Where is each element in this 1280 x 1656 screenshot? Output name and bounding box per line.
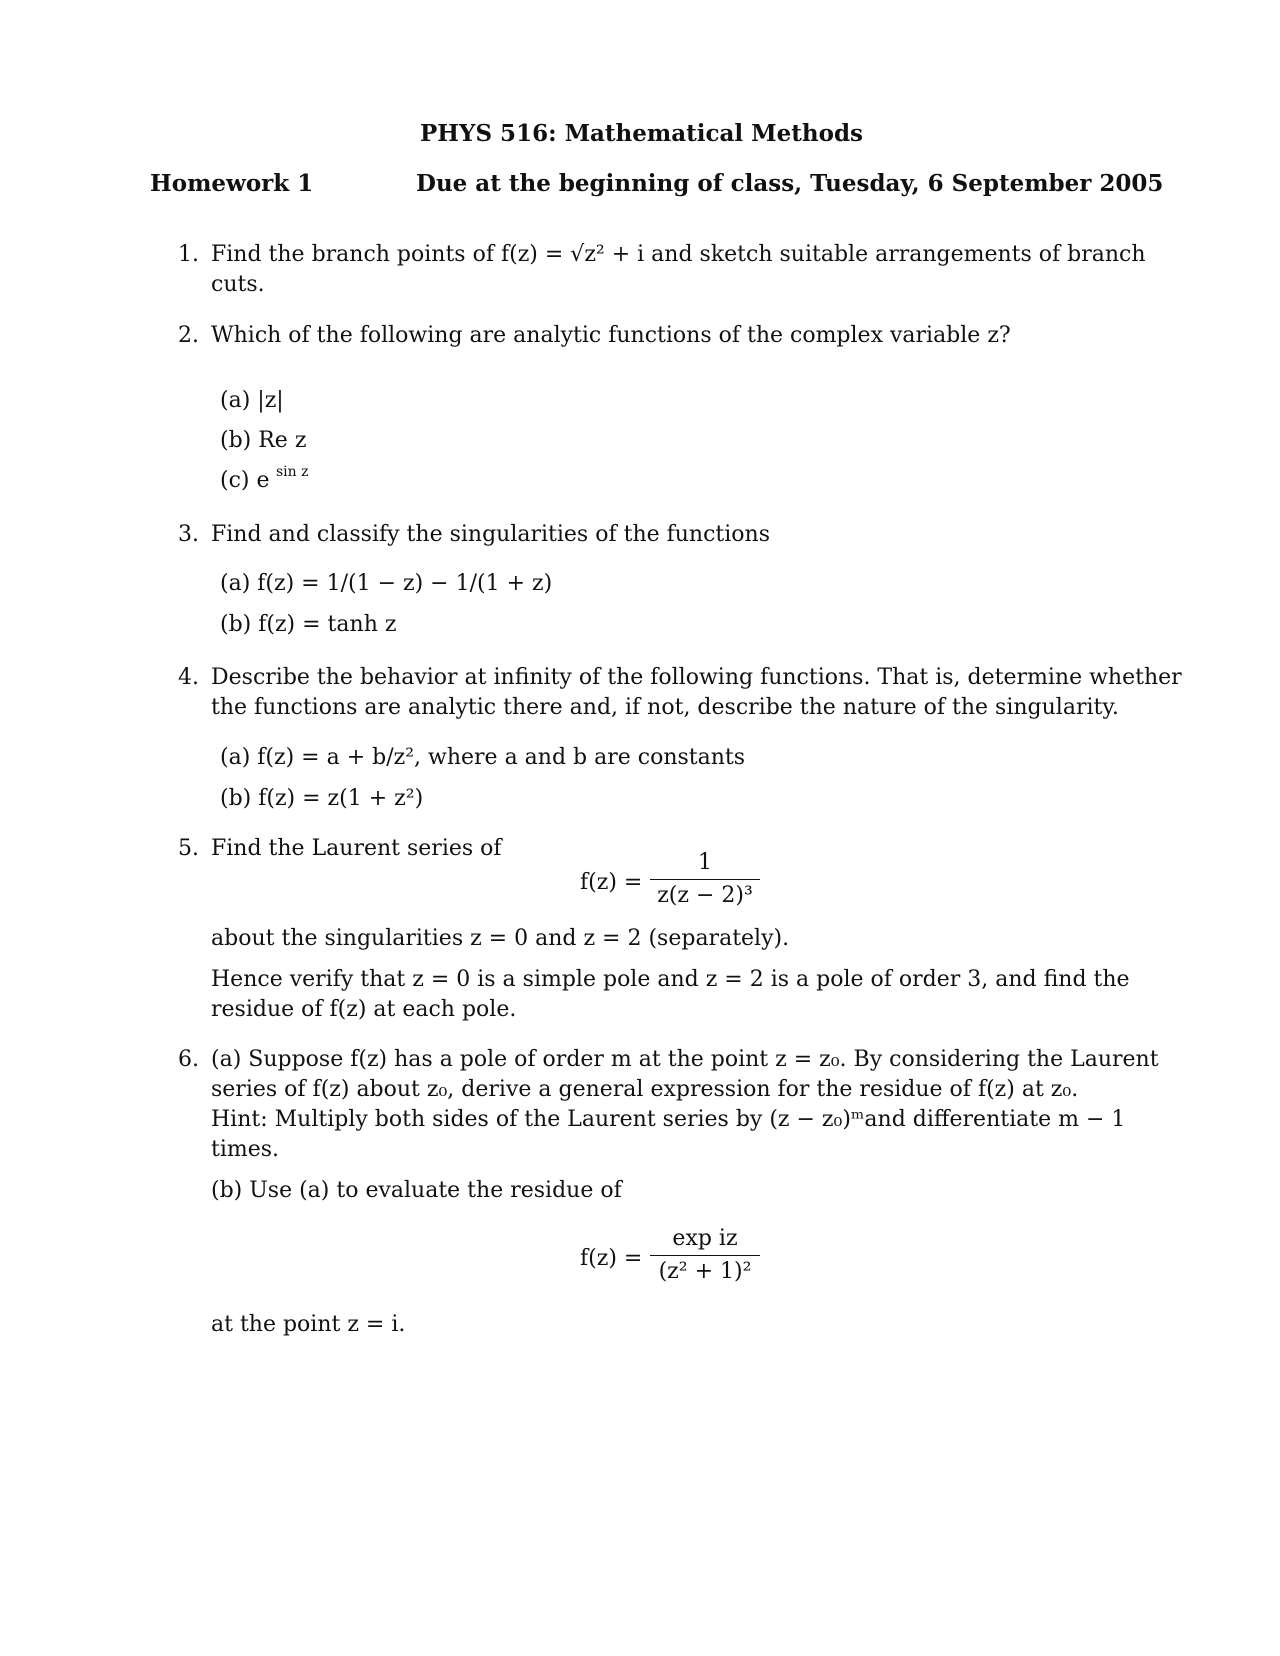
problem-2-text: Which of the following are analytic functions of the complex variable z? [211,323,1011,348]
problem-2-item-b: (b) Re z [220,428,307,453]
problem-5-about: about the singularities z = 0 and z = 2 (separately). [211,926,790,951]
problem-5-verify-line-2: residue of f(z) at each pole. [211,997,517,1022]
fraction-bar [650,1255,760,1256]
problem-4-line-2: the functions are analytic there and, if not, describe the nature of the singularity. [211,695,1119,720]
problem-6-denominator: (z² + 1)² [658,1259,752,1284]
problem-5-number: 5. [178,836,199,861]
problem-5-fraction [650,850,760,909]
problem-2-item-c-exponent: sin z [276,464,309,480]
problem-5-lhs: f(z) = [580,870,643,895]
problem-1-number: 1. [178,242,199,267]
problem-2-item-a: (a) |z| [220,388,284,413]
problem-4-line-1: Describe the behavior at infinity of the following functions. That is, determine whether [211,665,1182,690]
due-date: Due at the beginning of class, Tuesday, 6 September 2005 [416,170,1164,197]
problem-2-number: 2. [178,323,199,348]
problem-6-line-4: times. [211,1137,280,1162]
problem-3-item-a: (a) f(z) = 1/(1 − z) − 1/(1 + z) [220,571,553,596]
problem-1-line-2: cuts. [211,272,265,297]
problem-1-line-1: Find the branch points of f(z) = √z² + i and sketch suitable arrangements of branch [211,242,1146,267]
problem-6-lhs: f(z) = [580,1246,643,1271]
problem-2-item-c: (c) e [220,468,270,493]
problem-6-part-b: (b) Use (a) to evaluate the residue of [211,1178,622,1203]
problem-6-number: 6. [178,1047,199,1072]
problem-6-point: at the point z = i. [211,1312,406,1337]
problem-3-item-b: (b) f(z) = tanh z [220,612,397,637]
page-title: PHYS 516: Mathematical Methods [420,120,863,147]
problem-3-text: Find and classify the singularities of the functions [211,522,771,547]
problem-4-item-a: (a) f(z) = a + b/z², where a and b are constants [220,745,746,770]
problem-4-number: 4. [178,665,199,690]
problem-4-item-b: (b) f(z) = z(1 + z²) [220,786,424,811]
problem-6-fraction [650,1226,760,1285]
fraction-bar [650,879,760,880]
problem-5-denominator: z(z − 2)³ [657,883,753,908]
problem-6-numerator: exp iz [672,1226,738,1251]
homework-label: Homework 1 [150,170,314,197]
problem-5-numerator: 1 [698,850,712,875]
problem-3-number: 3. [178,522,199,547]
problem-5-text: Find the Laurent series of [211,836,502,861]
problem-5-verify-line-1: Hence verify that z = 0 is a simple pole and z = 2 is a pole of order 3, and find the [211,967,1130,992]
problem-6-line-2: series of f(z) about z₀, derive a general expression for the residue of f(z) at z₀. [211,1077,1079,1102]
problem-6-line-1: (a) Suppose f(z) has a pole of order m at the point z = z₀. By considering the Laurent [211,1047,1159,1072]
problem-6-line-3: Hint: Multiply both sides of the Laurent series by (z − z₀)ᵐand differentiate m − 1 [211,1107,1126,1132]
